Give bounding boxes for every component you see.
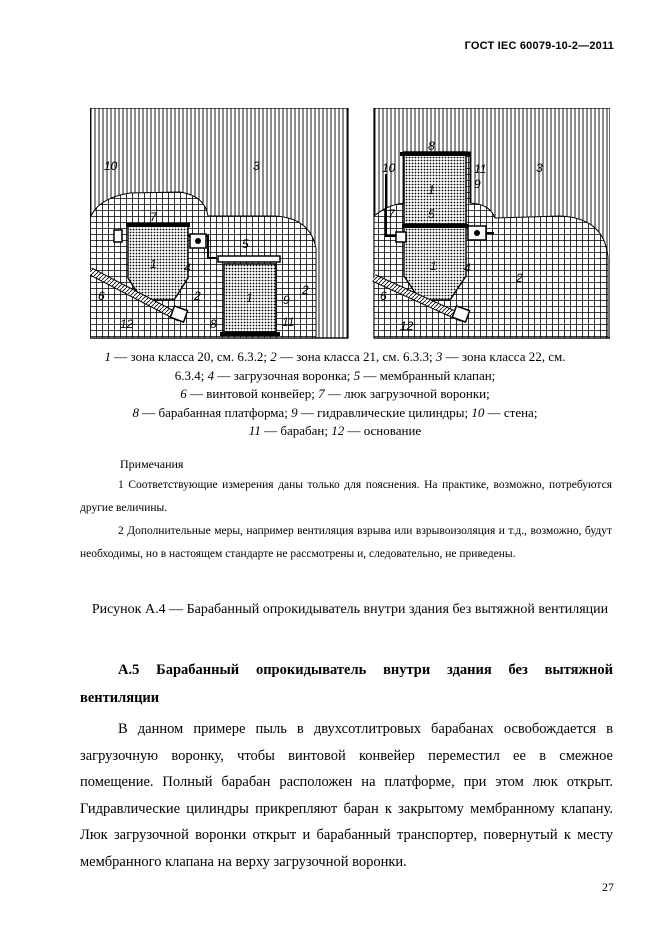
body-paragraph: В данном примере пыль в двухсотлитровых барабанах освобождается в загрузочную воронку, чтобы винтовой конвейер переместил ее в смежное помещение. Полный барабан расположен на платформе, при этом люк открыт. Гидравлические цилиндры прикрепляют баран к закрытому мембранному клапану. Люк загрузочной воронки открыт и барабанный транспортер, повернутый к месту мембранного клапана на верху загрузочной воронки. <box>80 721 613 870</box>
legend-text: — зона класса 22, см. 6.3.4; <box>174 349 566 383</box>
legend-text: — барабанная платформа; <box>139 404 292 420</box>
figure-drum-tipper-diagram <box>90 108 610 340</box>
legend-num: 3 <box>435 349 443 364</box>
legend-text: — основание <box>344 423 422 438</box>
figure-title: Рисунок А.4 — Барабанный опрокидыватель внутри здания без вытяжной вентиляции <box>91 602 609 617</box>
document-header: ГОСТ IEC 60079-10-2—2011 <box>464 40 614 52</box>
left-label: 5 <box>242 237 249 251</box>
right-label: 2 <box>516 271 523 285</box>
legend-text: — гидравлические цилиндры; <box>297 404 472 420</box>
right-label: 4 <box>464 261 471 275</box>
right-label: 11 <box>474 162 487 176</box>
legend-num: 8 <box>132 404 140 420</box>
right-label: 10 <box>382 161 396 175</box>
left-label: 1 <box>246 291 253 305</box>
left-label: 10 <box>104 159 118 173</box>
right-panel <box>374 108 610 338</box>
legend-num: 9 <box>291 404 298 420</box>
left-label: 7 <box>150 210 157 224</box>
legend-num: 4 <box>207 367 215 383</box>
legend-num: 7 <box>318 386 325 401</box>
legend-text: — стена; <box>484 404 538 420</box>
legend-text: — винтовой конвейер; <box>186 386 319 401</box>
legend-num: 10 <box>471 404 485 420</box>
legend-num: 2 <box>270 349 277 364</box>
left-label: 9 <box>283 293 290 307</box>
right-label: 7 <box>388 207 395 221</box>
legend-num: 5 <box>353 367 361 383</box>
legend-num: 6 <box>180 386 187 401</box>
legend-num: 12 <box>331 423 345 438</box>
left-label: 4 <box>184 261 191 275</box>
note-2: 2 Дополнительные меры, например вентиляция взрыва или взрывоизоляция и т.д., возможно, будут необходимы, но в настоящем стандарте не рассмотрены и, следовательно, не приведены. <box>80 525 612 560</box>
left-label: 12 <box>120 317 134 331</box>
right-label: 1 <box>428 183 435 197</box>
figure-legend <box>100 348 570 441</box>
left-label: 8 <box>210 317 217 331</box>
left-label: 3 <box>253 159 260 173</box>
right-label: 12 <box>400 319 414 333</box>
page-number: 27 <box>602 880 614 894</box>
legend-text: — люк загрузочной воронки; <box>324 386 490 401</box>
legend-text: — зона класса 20, см. 6.3.2; <box>111 349 271 364</box>
left-label: 6 <box>98 289 105 303</box>
left-label: 2 <box>302 283 309 297</box>
legend-text: — зона класса 21, см. 6.3.3; <box>276 349 436 364</box>
right-label: 1 <box>430 259 437 273</box>
legend-text: — загрузочная воронка; <box>214 367 354 383</box>
left-panel <box>90 108 348 338</box>
left-label: 1 <box>150 257 157 271</box>
right-label: 3 <box>536 161 543 175</box>
legend-text: — мембранный клапан; <box>360 367 496 383</box>
right-label: 6 <box>380 289 387 303</box>
right-label: 8 <box>428 139 435 153</box>
note-1: 1 Соответствующие измерения даны только для пояснения. На практике, возможно, потребуются другие величины. <box>80 479 612 514</box>
notes-title: Примечания <box>120 457 184 471</box>
legend-text: — барабан; <box>260 423 332 438</box>
left-label: 2 <box>194 289 201 303</box>
section-heading: А.5 Барабанный опрокидыватель внутри здания без вытяжной вентиляции <box>80 662 613 706</box>
right-label: 9 <box>474 177 481 191</box>
right-label: 5 <box>428 207 435 221</box>
legend-num: 11 <box>248 423 261 438</box>
legend-num: 1 <box>104 349 112 364</box>
left-label: 11 <box>282 315 295 329</box>
